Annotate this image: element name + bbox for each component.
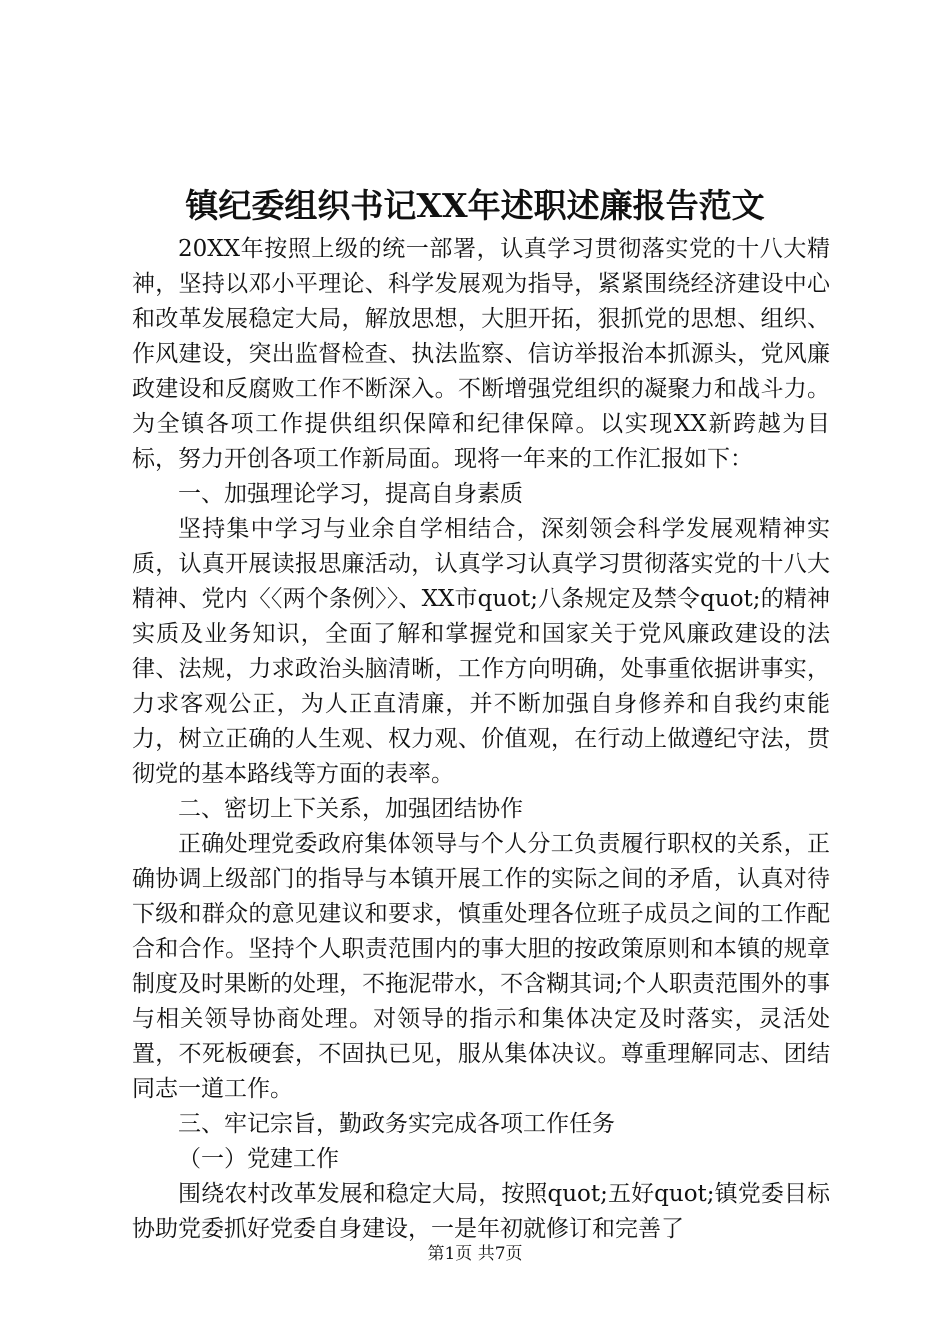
document-title: 镇纪委组织书记XX年述职述廉报告范文 [185, 186, 765, 225]
document-body [132, 232, 830, 1247]
page-number-footer: 第1页 共7页 [427, 1244, 523, 1264]
section-heading-3: 三、牢记宗旨，勤政务实完成各项工作任务 [178, 1111, 615, 1137]
paragraph-subsection-1: 围绕农村改革发展和稳定大局，按照quot;五好quot;镇党委目标协助党委抓好党委自身建设，一是年初就修订和完善了 [132, 1181, 830, 1242]
section-heading-2: 二、密切上下关系，加强团结协作 [178, 796, 523, 822]
paragraph-section-2: 正确处理党委政府集体领导与个人分工负责履行职权的关系，正确协调上级部门的指导与本镇开展工作的实际之间的矛盾，认真对待下级和群众的意见建议和要求，慎重处理各位班子成员之间的工作配合和合作。坚持个人职责范围内的事大胆的按政策原则和本镇的规章制度及时果断的处理，不拖泥带水，不含糊其词;个人职责范围外的事与相关领导协商处理。对领导的指示和集体决定及时落实，灵活处置，不死板硬套，不固执已见，服从集体决议。尊重理解同志、团结同志一道工作。 [132, 831, 830, 1102]
paragraph-intro: 20XX年按照上级的统一部署，认真学习贯彻落实党的十八大精神，坚持以邓小平理论、科学发展观为指导，紧紧围绕经济建设中心和改革发展稳定大局，解放思想，大胆开拓，狠抓党的思想、组织、作风建设，突出监督检查、执法监察、信访举报治本抓源头，党风廉政建设和反腐败工作不断深入。不断增强党组织的凝聚力和战斗力。为全镇各项工作提供组织保障和纪律保障。以实现XX新跨越为目标，努力开创各项工作新局面。现将一年来的工作汇报如下： [132, 236, 830, 472]
section-heading-1: 一、加强理论学习，提高自身素质 [178, 481, 523, 507]
subsection-heading-1: （一）党建工作 [178, 1146, 339, 1172]
paragraph-section-1: 坚持集中学习与业余自学相结合，深刻领会科学发展观精神实质，认真开展读报思廉活动，认真学习认真学习贯彻落实党的十八大精神、党内〈〈两个条例〉〉、XX市quot;八条规定及禁令quot;的精神实质及业务知识，全面了解和掌握党和国家关于党风廉政建设的法律、法规，力求政治头脑清晰，工作方向明确，处事重依据讲事实，力求客观公正，为人正直清廉，并不断加强自身修养和自我约束能力，树立正确的人生观、权力观、价值观，在行动上做遵纪守法，贯彻党的基本路线等方面的表率。 [132, 516, 830, 787]
